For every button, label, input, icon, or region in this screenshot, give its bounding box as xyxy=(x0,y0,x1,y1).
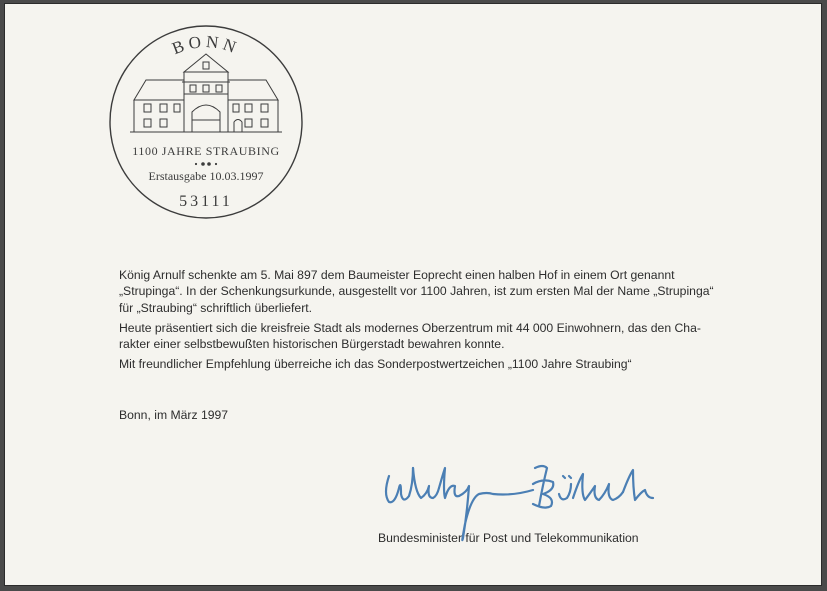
postmark-event: 1100 JAHRE STRAUBING xyxy=(132,144,280,158)
text-line: Mit freundlicher Empfehlung überreiche ich das Sonderpostwertzeichen „1100 Jahre Straubing“ xyxy=(119,357,632,372)
postmark-ring xyxy=(110,26,302,218)
text-line: rakter einer selbstbewußten historischen Bürgerstadt bewahren konnte. xyxy=(119,337,505,352)
gatehouse-illustration xyxy=(130,54,282,132)
paragraph xyxy=(119,356,719,372)
text-line: „Strupinga“. In der Schenkungsurkunde, ausgestellt vor 1100 Jahren, ist zum ersten Mal der Name „Strupinga“ xyxy=(119,284,714,299)
postmark-city: BONN xyxy=(169,31,243,59)
postmark-stamp xyxy=(108,24,304,220)
paragraph xyxy=(119,320,719,353)
paragraph xyxy=(119,267,719,316)
letter-body xyxy=(119,267,719,377)
signatory-title: Bundesminister für Post und Telekommunikation xyxy=(378,531,639,545)
postmark-ornament xyxy=(195,162,217,166)
place-date: Bonn, im März 1997 xyxy=(119,408,229,422)
text-line: Heute präsentiert sich die kreisfreie Stadt als modernes Oberzentrum mit 44 000 Einwohnern, das den Cha- xyxy=(119,320,701,335)
postmark-postcode: 53111 xyxy=(179,193,233,210)
postmark-issue-date: Erstausgabe 10.03.1997 xyxy=(148,169,264,183)
commemorative-card xyxy=(5,4,821,585)
text-line: König Arnulf schenkte am 5. Mai 897 dem Baumeister Eoprecht einen halben Hof in einem Ort genannt xyxy=(119,268,675,282)
text-line: für „Straubing“ schriftlich überliefert. xyxy=(119,300,313,315)
postmark-graphic xyxy=(108,24,304,220)
